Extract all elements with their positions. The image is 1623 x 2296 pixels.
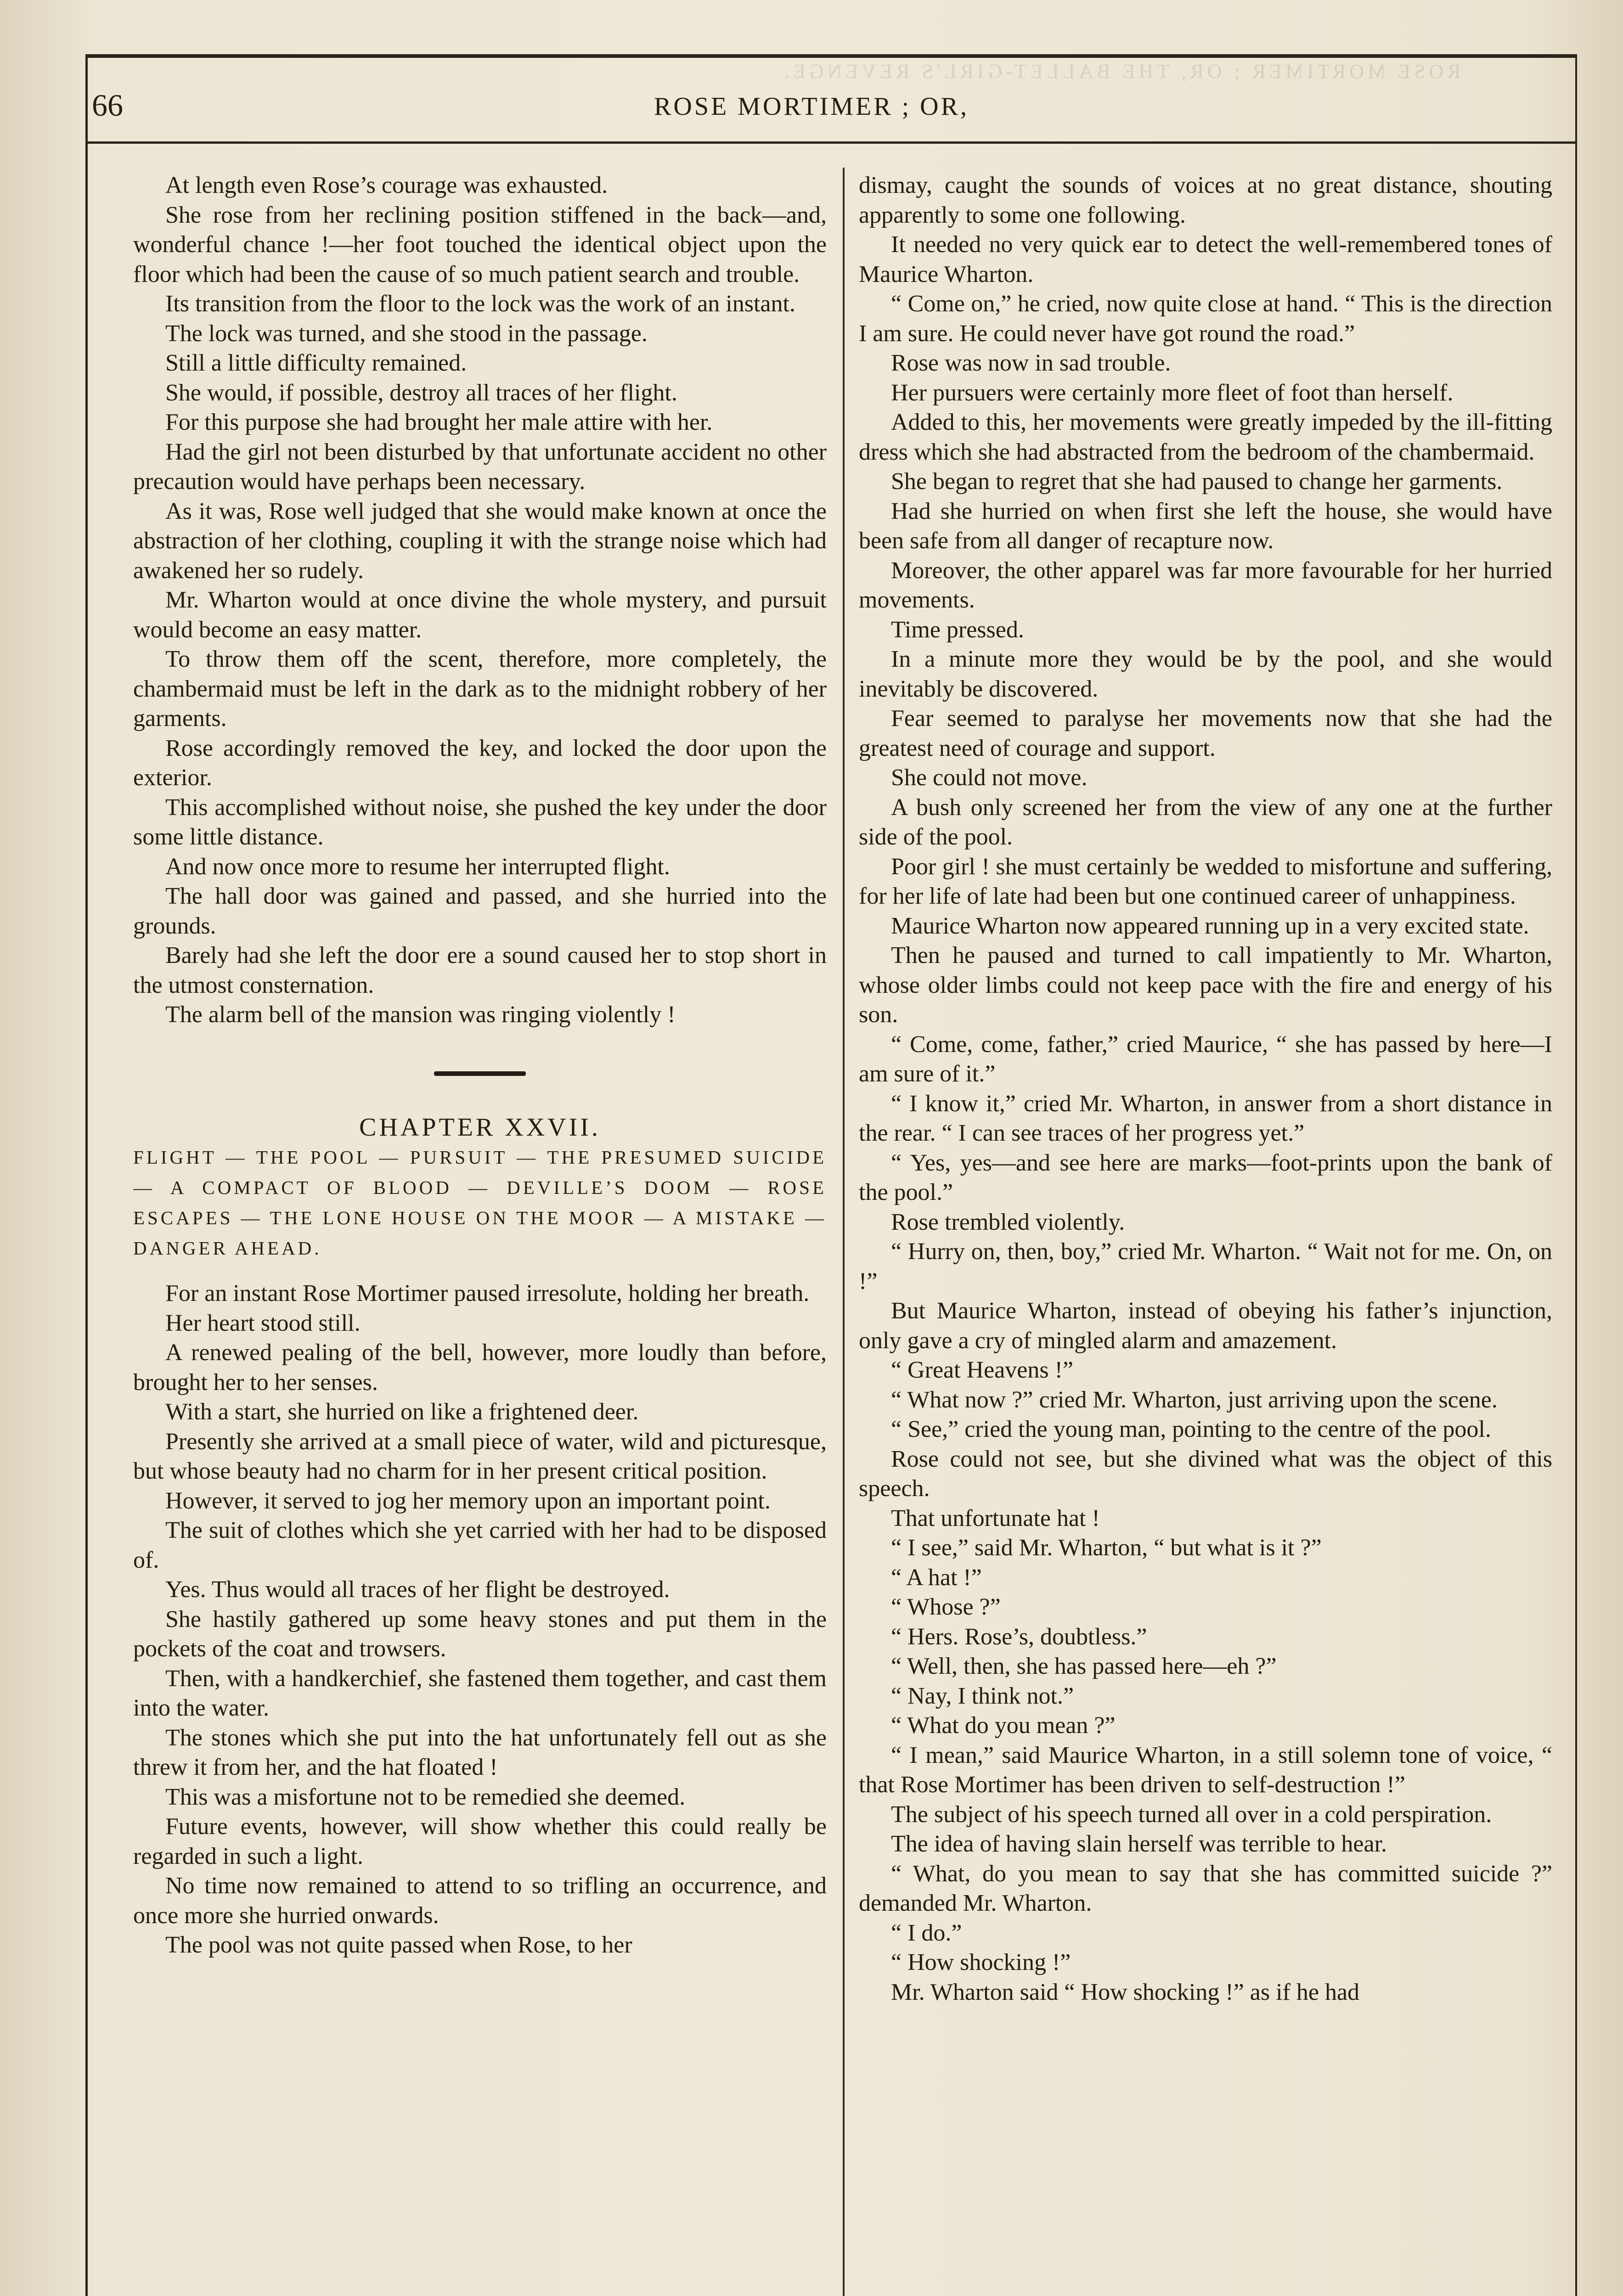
paragraph: Mr. Wharton said “ How shocking !” as if he had bbox=[891, 1979, 1360, 2005]
paragraph: And now once more to resume her interrupted flight. bbox=[165, 853, 670, 880]
paragraph: The alarm bell of the mansion was ringing violently ! bbox=[165, 1002, 676, 1028]
chapter-title: CHAPTER XXVII. bbox=[359, 1113, 601, 1142]
paragraph: “ I mean,” said Maurice Wharton, in a still solemn tone of voice, “ that Rose Mortimer has been driven to self-destruction !” bbox=[859, 1742, 1552, 1798]
paragraph: The subject of his speech turned all over in a cold perspiration. bbox=[891, 1801, 1492, 1828]
paragraph: At length even Rose’s courage was exhausted. bbox=[165, 172, 608, 198]
chapter-separator bbox=[434, 1071, 526, 1076]
right-border-rule bbox=[1575, 54, 1577, 2296]
paragraph: “ Come on,” he cried, now quite close at hand. “ This is the direction I am sure. He could never have got round the road.” bbox=[859, 291, 1552, 347]
paragraph: “ Nay, I think not.” bbox=[891, 1683, 1074, 1709]
paragraph: A renewed pealing of the bell, however, more loudly than before, brought her to her senses. bbox=[133, 1339, 827, 1396]
right-paragraphs bbox=[859, 230, 1552, 2007]
paragraph: To throw them off the scent, therefore, more completely, the chambermaid must be left in the dark as to the midnight robbery of her garments. bbox=[133, 646, 827, 732]
paragraph: Moreover, the other apparel was far more favourable for her hurried movements. bbox=[859, 557, 1552, 613]
paragraph: “ What do you mean ?” bbox=[891, 1712, 1116, 1739]
paragraph: Added to this, her movements were greatly impeded by the ill-fitting dress which she had abstracted from the bedroom of the chambermaid. bbox=[859, 409, 1552, 465]
page-number: 66 bbox=[92, 88, 123, 123]
paragraph: No time now remained to attend to so trifling an occurrence, and once more she hurried onwards. bbox=[133, 1873, 827, 1929]
paragraph: For this purpose she had brought her male attire with her. bbox=[165, 409, 713, 435]
paragraph: The lock was turned, and she stood in the passage. bbox=[165, 320, 648, 347]
paragraph: For an instant Rose Mortimer paused irresolute, holding her breath. bbox=[165, 1280, 810, 1306]
header-rule bbox=[87, 141, 1577, 144]
paragraph: Poor girl ! she must certainly be wedded to misfortune and suffering, for her life of late had been but one continued career of unhappiness. bbox=[859, 853, 1552, 909]
paragraph: Rose was now in sad trouble. bbox=[891, 350, 1171, 376]
paragraph: A bush only screened her from the view of any one at the further side of the pool. bbox=[859, 794, 1552, 850]
column-divider bbox=[843, 168, 845, 2296]
paragraph: Still a little difficulty remained. bbox=[165, 350, 467, 376]
paragraph: “ Yes, yes—and see here are marks—foot-prints upon the bank of the pool.” bbox=[859, 1149, 1552, 1205]
paragraph: She hastily gathered up some heavy stones and put them in the pockets of the coat and trowsers. bbox=[133, 1606, 827, 1662]
paragraph: “ Come, come, father,” cried Maurice, “ she has passed by here—I am sure of it.” bbox=[859, 1031, 1552, 1087]
paragraph: This accomplished without noise, she pushed the key under the door some little distance. bbox=[133, 794, 827, 850]
paragraph: Its transition from the floor to the lock was the work of an instant. bbox=[165, 291, 795, 317]
paragraph: As it was, Rose well judged that she would make known at once the abstraction of her clothing, coupling it with the strange noise which had awakened her so rudely. bbox=[133, 498, 827, 584]
paragraph: The pool was not quite passed when Rose, to her bbox=[165, 1932, 632, 1958]
paragraph: “ A hat !” bbox=[891, 1564, 982, 1591]
paragraph: Future events, however, will show whether this could really be regarded in such a light. bbox=[133, 1813, 827, 1869]
right-column bbox=[859, 171, 1552, 2296]
paragraph: Rose trembled violently. bbox=[891, 1209, 1125, 1235]
paragraph: Her pursuers were certainly more fleet of foot than herself. bbox=[891, 379, 1454, 406]
paragraph: “ Hurry on, then, boy,” cried Mr. Wharton. “ Wait not for me. On, on !” bbox=[859, 1238, 1552, 1294]
paragraph: In a minute more they would be by the pool, and she would inevitably be discovered. bbox=[859, 646, 1552, 702]
left-border-rule bbox=[85, 54, 88, 2296]
paragraph: Yes. Thus would all traces of her flight be destroyed. bbox=[165, 1576, 670, 1603]
paragraph: “ I do.” bbox=[891, 1919, 962, 1946]
chapter-summary: FLIGHT — THE POOL — PURSUIT — THE PRESUMED SUICIDE — A COMPACT OF BLOOD — DEVILLE’S DOOM — ROSE ESCAPES — THE LONE HOUSE ON THE MOOR — A MISTAKE — DANGER AHEAD. bbox=[133, 1147, 827, 1259]
paragraph: The hall door was gained and passed, and she hurried into the grounds. bbox=[133, 883, 827, 939]
paragraph: Time pressed. bbox=[891, 616, 1024, 643]
left-paragraphs-after bbox=[133, 1279, 827, 1960]
running-head: ROSE MORTIMER ; OR, bbox=[654, 92, 969, 121]
paragraph: The stones which she put into the hat unfortunately fell out as she threw it from her, and the hat floated ! bbox=[133, 1724, 827, 1780]
right-first-line: dismay, caught the sounds of voices at no great distance, shouting apparently to some one following. bbox=[859, 172, 1552, 228]
paragraph: She would, if possible, destroy all traces of her flight. bbox=[165, 379, 677, 406]
top-rule bbox=[87, 54, 1577, 58]
paragraph: But Maurice Wharton, instead of obeying his father’s injunction, only gave a cry of mingled alarm and amazement. bbox=[859, 1298, 1552, 1354]
paragraph: “ Great Heavens !” bbox=[891, 1357, 1073, 1383]
paragraph: Maurice Wharton now appeared running up in a very excited state. bbox=[891, 912, 1529, 939]
paragraph: Her heart stood still. bbox=[165, 1310, 361, 1336]
paragraph: With a start, she hurried on like a frightened deer. bbox=[165, 1399, 639, 1425]
paragraph: The idea of having slain herself was terrible to hear. bbox=[891, 1831, 1387, 1857]
paragraph: This was a misfortune not to be remedied she deemed. bbox=[165, 1784, 686, 1810]
paragraph: It needed no very quick ear to detect the well-remembered tones of Maurice Wharton. bbox=[859, 231, 1552, 287]
paragraph: Rose could not see, but she divined what was the object of this speech. bbox=[859, 1446, 1552, 1502]
paragraph: “ Well, then, she has passed here—eh ?” bbox=[891, 1653, 1277, 1679]
paragraph: Barely had she left the door ere a sound caused her to stop short in the utmost consternation. bbox=[133, 942, 827, 998]
paragraph: “ How shocking !” bbox=[891, 1949, 1071, 1975]
paragraph: She could not move. bbox=[891, 765, 1088, 791]
paragraph: “ What now ?” cried Mr. Wharton, just arriving upon the scene. bbox=[891, 1386, 1498, 1413]
paragraph: Had the girl not been disturbed by that unfortunate accident no other precaution would have perhaps been necessary. bbox=[133, 439, 827, 495]
paragraph: “ Hers. Rose’s, doubtless.” bbox=[891, 1623, 1147, 1650]
paragraph: However, it served to jog her memory upon an important point. bbox=[165, 1487, 771, 1514]
paragraph: Fear seemed to paralyse her movements now that she had the greatest need of courage and support. bbox=[859, 705, 1552, 761]
paragraph: She began to regret that she had paused to change her garments. bbox=[891, 468, 1503, 495]
paragraph: “ What, do you mean to say that she has committed suicide ?” demanded Mr. Wharton. bbox=[859, 1860, 1552, 1916]
paragraph: “ Whose ?” bbox=[891, 1594, 1001, 1620]
paragraph: The suit of clothes which she yet carried with her had to be disposed of. bbox=[133, 1517, 827, 1573]
left-column bbox=[133, 171, 827, 2296]
paragraph: That unfortunate hat ! bbox=[891, 1505, 1100, 1531]
paragraph: “ See,” cried the young man, pointing to the centre of the pool. bbox=[891, 1416, 1491, 1442]
paragraph: She rose from her reclining position stiffened in the back—and, wonderful chance !—her foot touched the identical object upon the floor which had been the cause of so much patient search and trouble. bbox=[133, 202, 827, 287]
show-through-text: ROSE MORTIMER ; OR, THE BALLET-GIRL'S REVENGE. bbox=[781, 60, 1461, 83]
paragraph: Mr. Wharton would at once divine the whole mystery, and pursuit would become an easy matter. bbox=[133, 587, 827, 643]
paragraph: “ I know it,” cried Mr. Wharton, in answer from a short distance in the rear. “ I can see traces of her progress yet.” bbox=[859, 1090, 1552, 1146]
paragraph: Then, with a handkerchief, she fastened them together, and cast them into the water. bbox=[133, 1665, 827, 1721]
paragraph: “ I see,” said Mr. Wharton, “ but what is it ?” bbox=[891, 1535, 1322, 1561]
left-paragraphs-before bbox=[133, 171, 827, 1030]
paragraph: Presently she arrived at a small piece of water, wild and picturesque, but whose beauty had no charm for in her present critical position. bbox=[133, 1428, 827, 1484]
paragraph: Had she hurried on when first she left the house, she would have been safe from all danger of recapture now. bbox=[859, 498, 1552, 554]
paragraph: Then he paused and turned to call impatiently to Mr. Wharton, whose older limbs could not keep pace with the fire and energy of his son. bbox=[859, 942, 1552, 1028]
paragraph: Rose accordingly removed the key, and locked the door upon the exterior. bbox=[133, 735, 827, 791]
